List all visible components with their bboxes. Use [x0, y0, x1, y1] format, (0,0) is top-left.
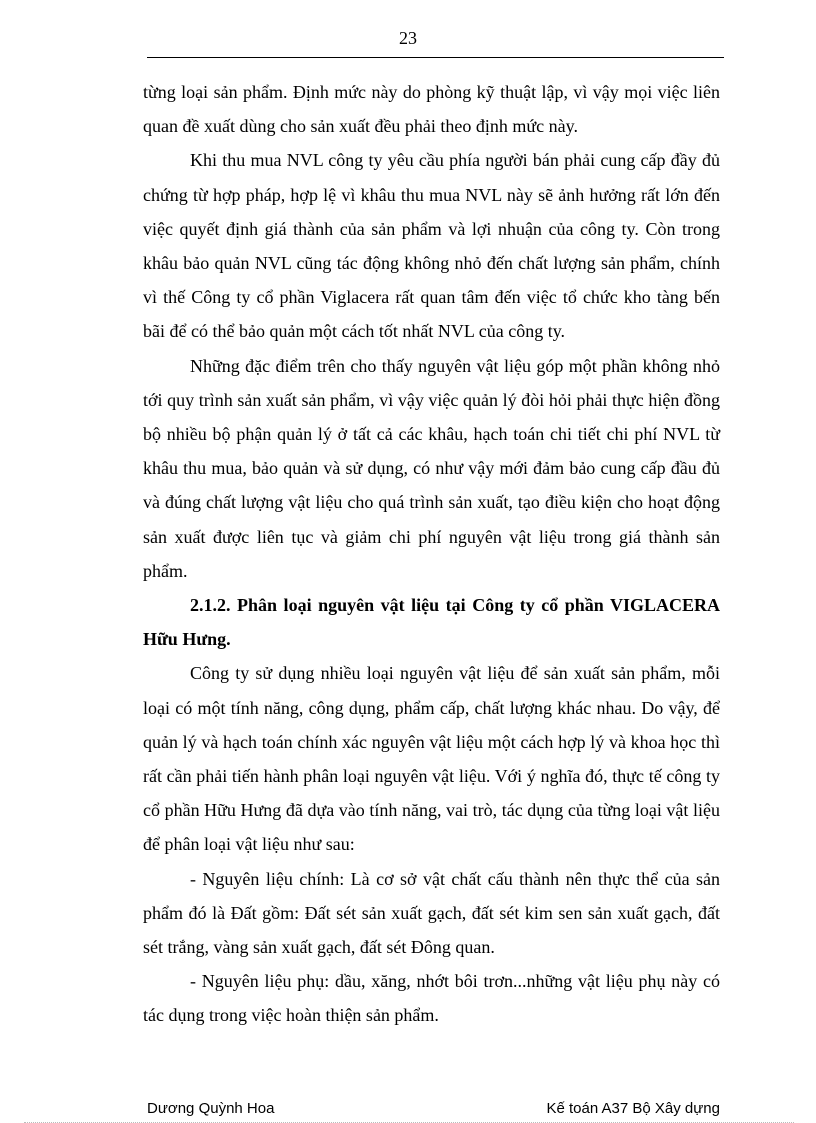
- document-body: [143, 75, 720, 1033]
- paragraph-characteristics: Những đặc điểm trên cho thấy nguyên vật liệu góp một phần không nhỏ tới quy trình sản xuất sản phẩm, vì vậy việc quản lý đòi hỏi phải thực hiện đồng bộ nhiều bộ phận quản lý ở tất cả các khâu, hạch toán chi tiết chi phí NVL từ khâu thu mua, bảo quản và sử dụng, có như vậy mới đảm bảo cung cấp đầu đủ và đúng chất lượng vật liệu cho quá trình sản xuất, tạo điều kiện cho hoạt động sản xuất được liên tục và giảm chi phí nguyên vật liệu trong giá thành sản phẩm.: [143, 355, 720, 581]
- page-number: 23: [399, 28, 417, 48]
- section-heading: 2.1.2. Phân loại nguyên vật liệu tại Công ty cổ phần VIGLACERA Hữu Hưng.: [143, 595, 720, 650]
- paragraph-classification: Công ty sử dụng nhiều loại nguyên vật liệu để sản xuất sản phẩm, mỗi loại có một tính năng, công dụng, phẩm cấp, chất lượng khác nhau. Do vậy, để quản lý và hạch toán chính xác nguyên vật liệu một cách hợp lý và khoa học thì rất cần phải tiến hành phân loại nguyên vật liệu. Với ý nghĩa đó, thực tế công ty cổ phần Hữu Hưng đã dựa vào tính năng, vai trò, tác dụng của từng loại vật liệu để phân loại vật liệu như sau:: [143, 663, 720, 855]
- list-item-main-materials: - Nguyên liệu chính: Là cơ sở vật chất cấu thành nên thực thể của sản phẩm đó là Đất gồm: Đất sét sản xuất gạch, đất sét kim sen sản xuất gạch, đất sét trắng, vàng sản xuất gạch, đất sét Đông quan.: [143, 868, 720, 958]
- header-divider: [147, 57, 724, 58]
- footer-author: Dương Quỳnh Hoa: [147, 1100, 275, 1117]
- list-item-auxiliary-materials: - Nguyên liệu phụ: dầu, xăng, nhớt bôi trơn...những vật liệu phụ này có tác dụng trong việc hoàn thiện sản phẩm.: [143, 971, 720, 1026]
- footer-course: Kế toán A37 Bộ Xây dựng: [546, 1100, 720, 1117]
- page-footer: [147, 1100, 720, 1117]
- paragraph-continuation: từng loại sản phẩm. Định mức này do phòng kỹ thuật lập, vì vậy mọi việc liên quan đề xuất dùng cho sản xuất đều phải theo định mức này.: [143, 82, 720, 137]
- paragraph-purchasing: Khi thu mua NVL công ty yêu cầu phía người bán phải cung cấp đầy đủ chứng từ hợp pháp, hợp lệ vì khâu thu mua NVL này sẽ ảnh hưởng rất lớn đến việc quyết định giá thành của sản phẩm và lợi nhuận của công ty. Còn trong khâu bảo quản NVL cũng tác động không nhỏ đến chất lượng sản phẩm, chính vì thế Công ty cổ phần Viglacera rất quan tâm đến việc tổ chức kho tàng bến bãi để có thể bảo quản một cách tốt nhất NVL của công ty.: [143, 150, 720, 342]
